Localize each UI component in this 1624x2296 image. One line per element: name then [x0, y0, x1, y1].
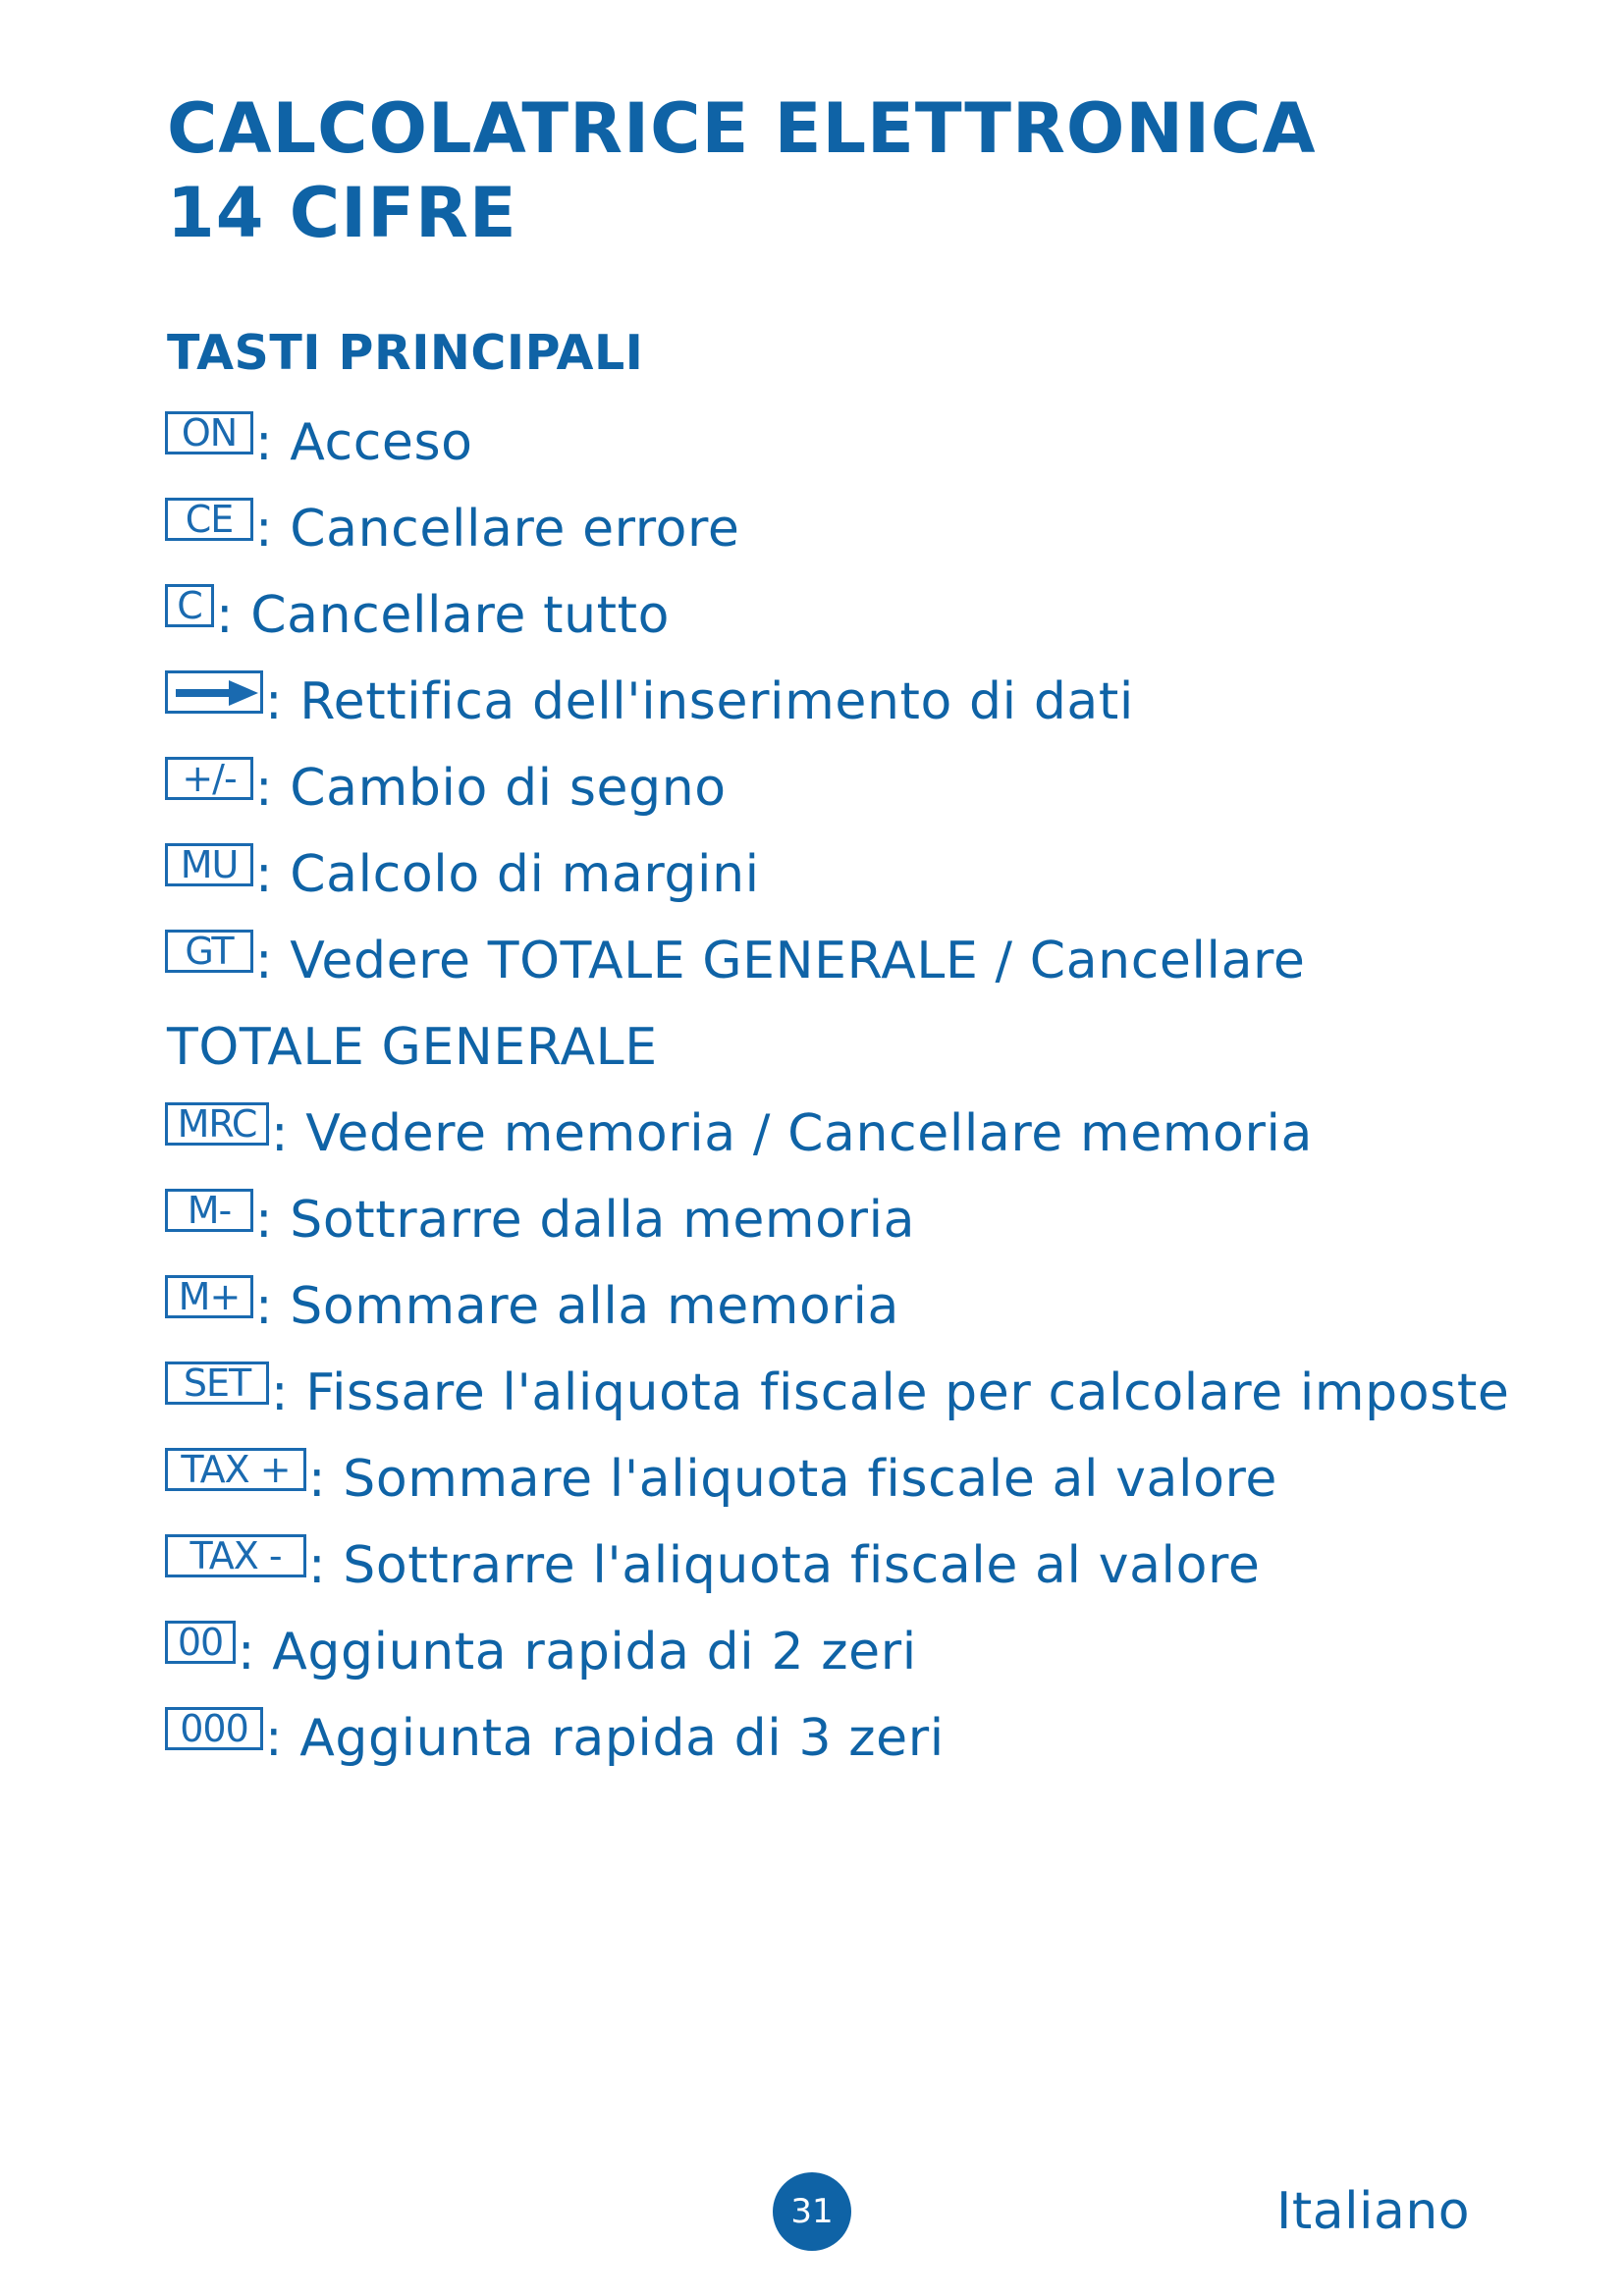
list-item-tax-plus: [165, 1445, 1277, 1514]
key-m-minus-icon: M-: [165, 1189, 253, 1232]
key-description: : Sottrarre dalla memoria: [255, 1191, 916, 1250]
key-mu-icon: MU: [165, 843, 253, 886]
key-00-icon: 00: [165, 1621, 236, 1664]
key-000-icon: 000: [165, 1707, 263, 1750]
key-description: : Cambio di segno: [255, 759, 727, 818]
list-item-plus-minus: [165, 754, 727, 823]
language-label: Italiano: [1276, 2182, 1471, 2241]
list-item-ce: [165, 495, 739, 563]
list-item-00: [165, 1618, 917, 1686]
key-mrc-icon: MRC: [165, 1102, 269, 1146]
key-description: : Sottrarre l'aliquota fiscale al valore: [308, 1536, 1261, 1595]
key-description: : Acceso: [255, 413, 473, 472]
section-title: TASTI PRINCIPALI: [167, 325, 644, 381]
key-description: : Sommare l'aliquota fiscale al valore: [308, 1450, 1277, 1509]
key-set-icon: SET: [165, 1362, 269, 1405]
list-item-mrc: [165, 1099, 1313, 1168]
key-plus-minus-icon: +/-: [165, 757, 253, 800]
key-on-icon: ON: [165, 411, 253, 454]
key-gt-icon: GT: [165, 930, 253, 973]
page-number: 31: [773, 2172, 851, 2251]
key-c-icon: C: [165, 584, 214, 627]
key-description: : Fissare l'aliquota fiscale per calcolare imposte: [271, 1363, 1510, 1422]
page-title: [167, 86, 1317, 255]
key-description: : Rettifica dell'inserimento di dati: [265, 672, 1134, 731]
key-description: : Aggiunta rapida di 2 zeri: [238, 1623, 917, 1682]
arrow-right-glyph: [176, 680, 258, 706]
key-ce-icon: CE: [165, 498, 253, 541]
list-item-gt: [165, 927, 1306, 995]
list-item-arrow: [165, 667, 1134, 736]
arrow-right-icon: [165, 670, 263, 714]
key-m-plus-icon: M+: [165, 1275, 253, 1318]
key-tax-minus-icon: TAX -: [165, 1534, 306, 1577]
list-item-continuation: [167, 1013, 658, 1082]
key-description: : Vedere TOTALE GENERALE / Cancellare: [255, 932, 1306, 990]
key-description: : Cancellare tutto: [216, 586, 671, 645]
page-title-line2: 14 CIFRE: [167, 173, 517, 253]
list-item-on: [165, 408, 473, 477]
list-item-m-minus: [165, 1186, 915, 1255]
key-description: : Aggiunta rapida di 3 zeri: [265, 1709, 945, 1768]
key-description: : Cancellare errore: [255, 500, 740, 559]
key-description: : Sommare alla memoria: [255, 1277, 899, 1336]
key-description: : Calcolo di margini: [255, 845, 760, 904]
list-item-mu: [165, 840, 760, 909]
page-title-line1: CALCOLATRICE ELETTRONICA: [167, 88, 1317, 169]
list-item-m-plus: [165, 1272, 899, 1341]
key-description-continuation: TOTALE GENERALE: [167, 1018, 658, 1077]
key-tax-plus-icon: TAX +: [165, 1448, 306, 1491]
list-item-tax-minus: [165, 1531, 1260, 1600]
list-item-000: [165, 1704, 945, 1773]
list-item-set: [165, 1359, 1509, 1427]
list-item-c: [165, 581, 670, 650]
key-description: : Vedere memoria / Cancellare memoria: [271, 1104, 1313, 1163]
